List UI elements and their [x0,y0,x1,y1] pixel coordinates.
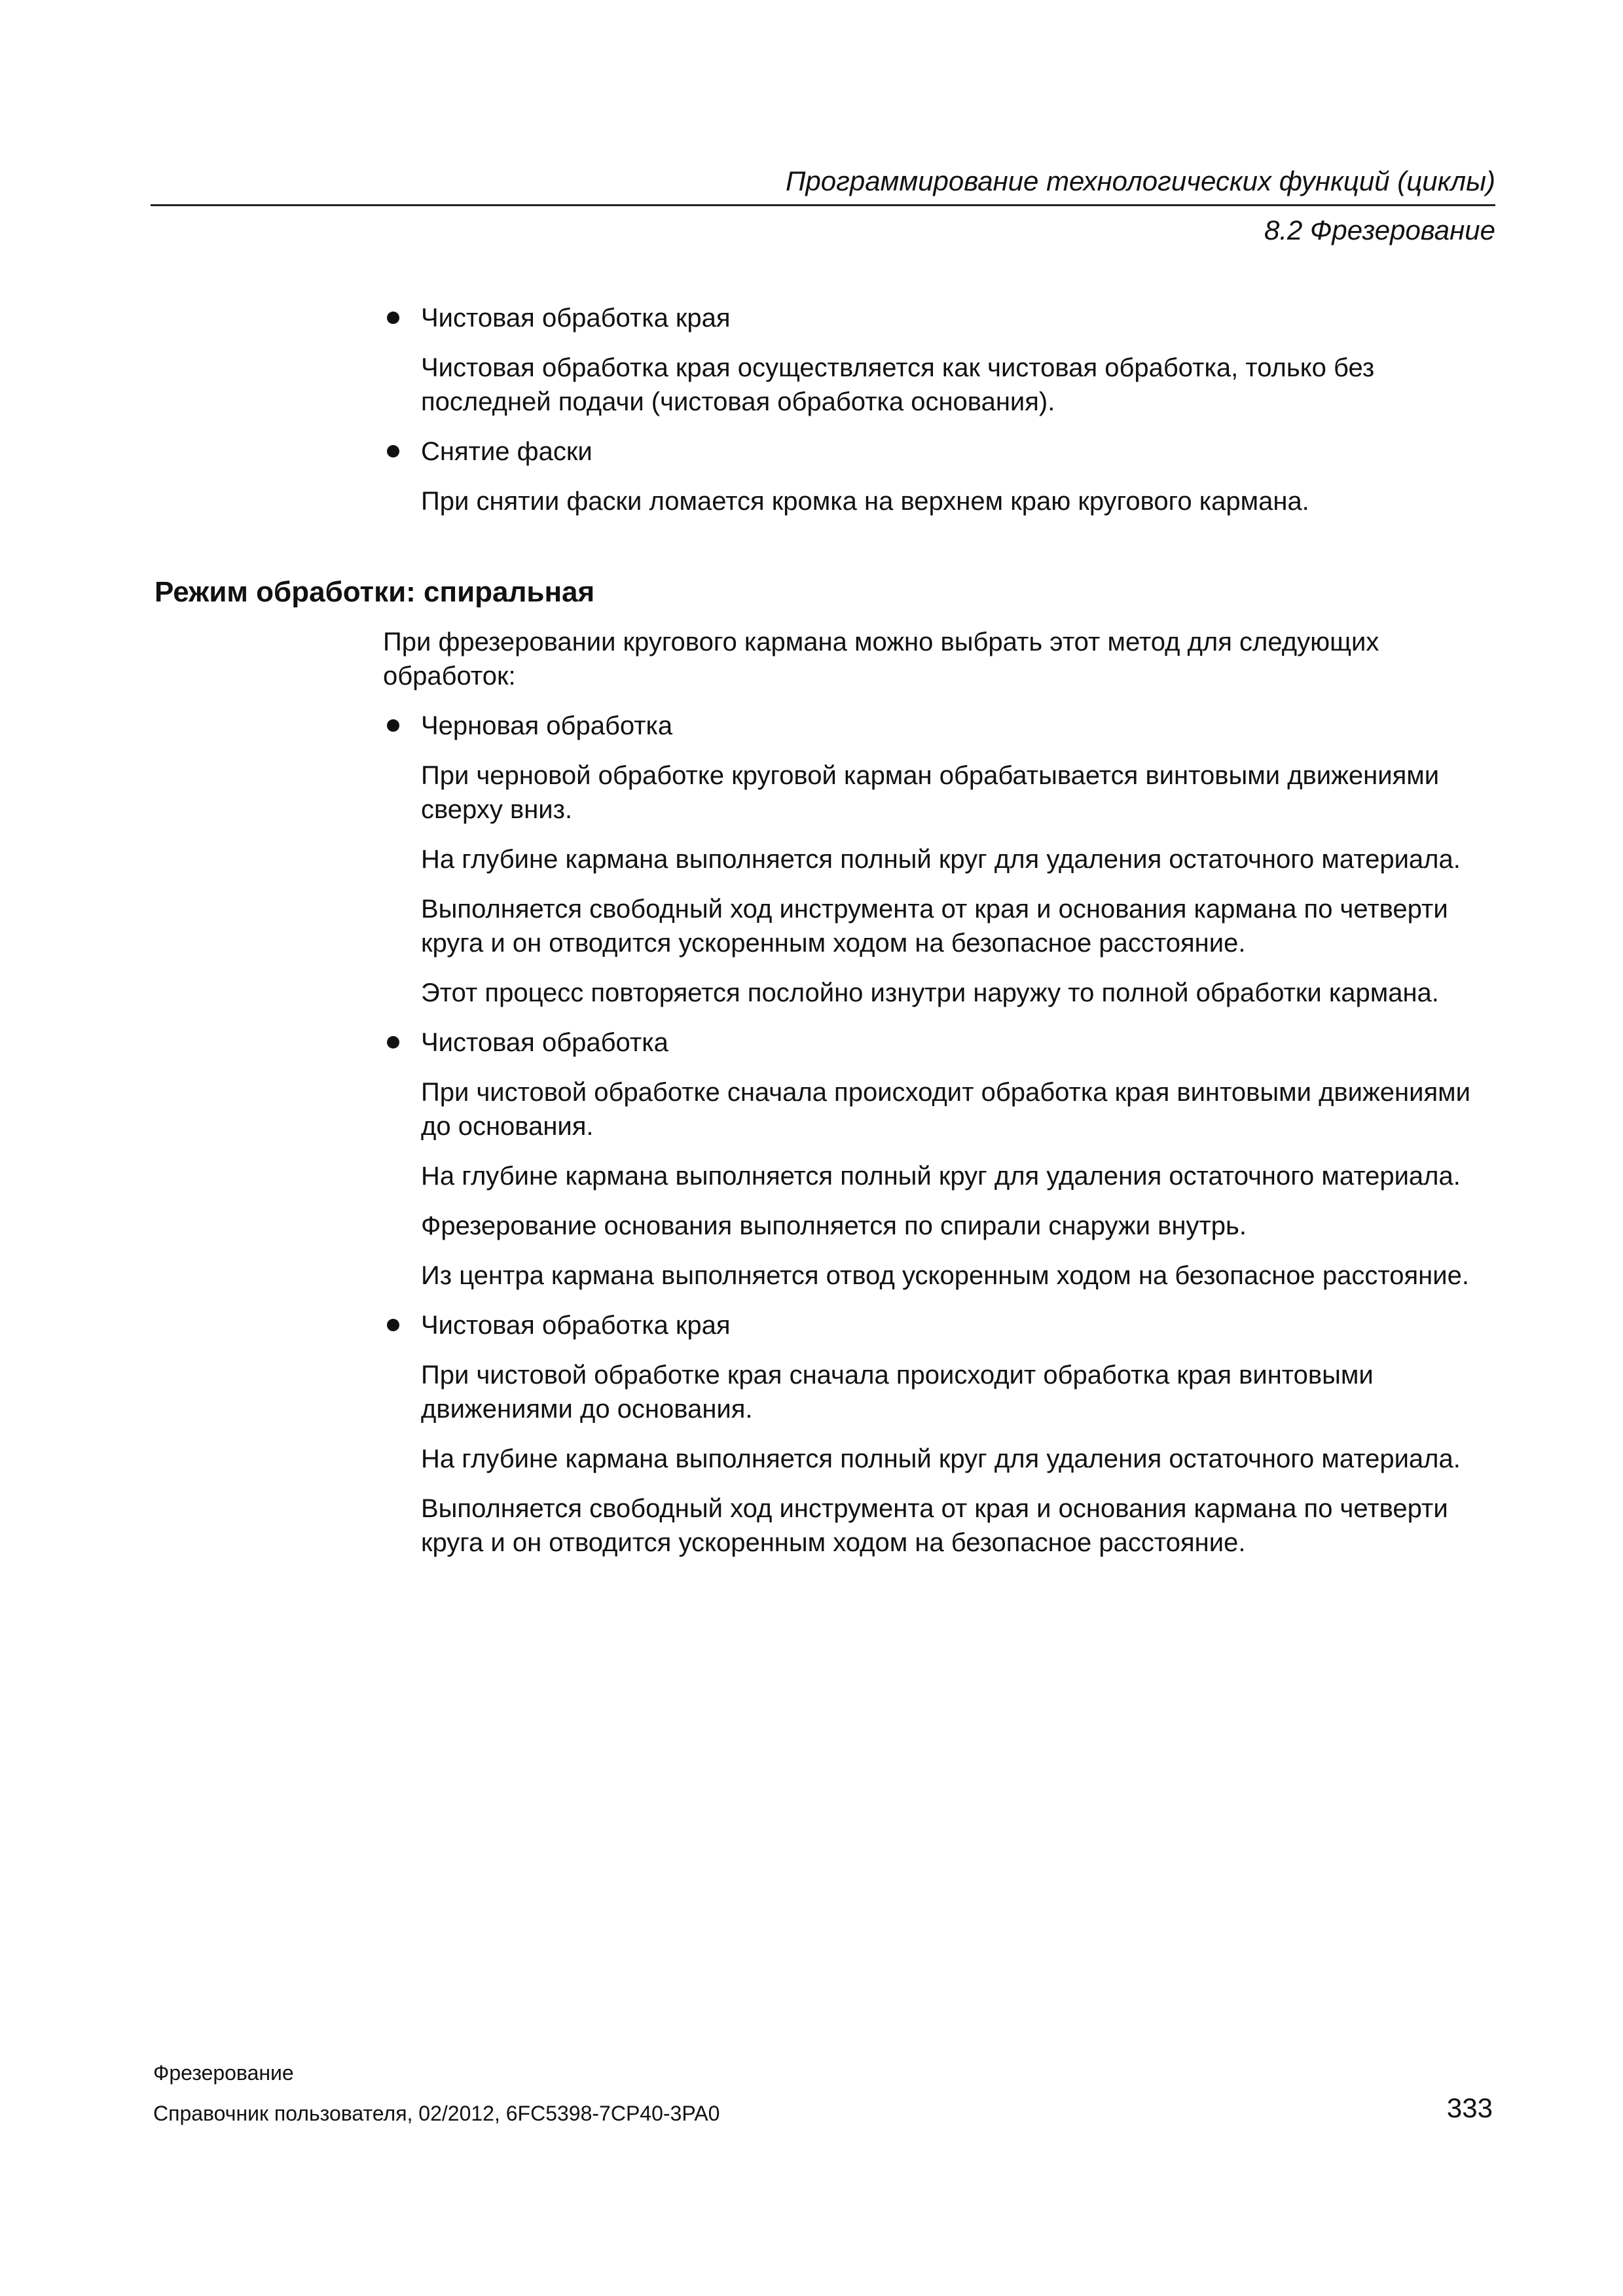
page-header [151,165,1495,247]
bullet-item: Чистовая обработка края [383,1308,1496,1342]
section-heading: Режим обработки: спиральная [155,576,595,608]
section-intro: При фрезеровании кругового кармана можно выбрать этот метод для следующих обработок: [383,628,1379,691]
header-section: 8.2 Фрезерование [1264,215,1495,245]
paragraph: Из центра кармана выполняется отвод ускоренным ходом на безопасное расстояние. [421,1261,1469,1290]
bullet-item: Чистовая обработка [383,1026,1496,1060]
header-title: Программирование технологических функций (циклы) [785,166,1495,196]
header-rule [151,204,1495,206]
top-list [383,301,1496,518]
bullet-item: Черновая обработка [383,709,1496,743]
paragraph: При чистовой обработке края сначала происходит обработка края винтовыми движениями до основания. [421,1361,1374,1424]
paragraph: На глубине кармана выполняется полный круг для удаления остаточного материала. [421,1162,1461,1191]
bullet-item: Чистовая обработка края [383,301,1496,335]
paragraph: Чистовая обработка края осуществляется как чистовая обработка, только без последней подачи (чистовая обработка основания). [421,353,1375,416]
paragraph: Выполняется свободный ход инструмента от края и основания кармана по четверти круга и он отводится ускоренным ходом на безопасное расстояние. [421,895,1448,958]
paragraph: При черновой обработке круговой карман обрабатывается винтовыми движениями сверху вниз. [421,761,1440,824]
paragraph: На глубине кармана выполняется полный круг для удаления остаточного материала. [421,845,1461,874]
paragraph: На глубине кармана выполняется полный круг для удаления остаточного материала. [421,1444,1461,1473]
paragraph: При чистовой обработке сначала происходит обработка края винтовыми движениями до основания. [421,1078,1470,1141]
paragraph: Выполняется свободный ход инструмента от края и основания кармана по четверти круга и он отводится ускоренным ходом на безопасное расстояние. [421,1494,1448,1557]
paragraph: Фрезерование основания выполняется по спирали снаружи внутрь. [421,1211,1247,1240]
footer-reference: Справочник пользователя, 02/2012, 6FC5398-7CP40-3PA0 [153,2102,720,2125]
footer-title: Фрезерование [153,2061,294,2085]
paragraph: При снятии фаски ломается кромка на верхнем краю кругового кармана. [421,487,1309,516]
bullet-item: Снятие фаски [383,435,1496,469]
paragraph: Этот процесс повторяется послойно изнутри наружу то полной обработки кармана. [421,978,1439,1007]
section-body [383,625,1496,1560]
page-number: 333 [1446,2092,1493,2123]
